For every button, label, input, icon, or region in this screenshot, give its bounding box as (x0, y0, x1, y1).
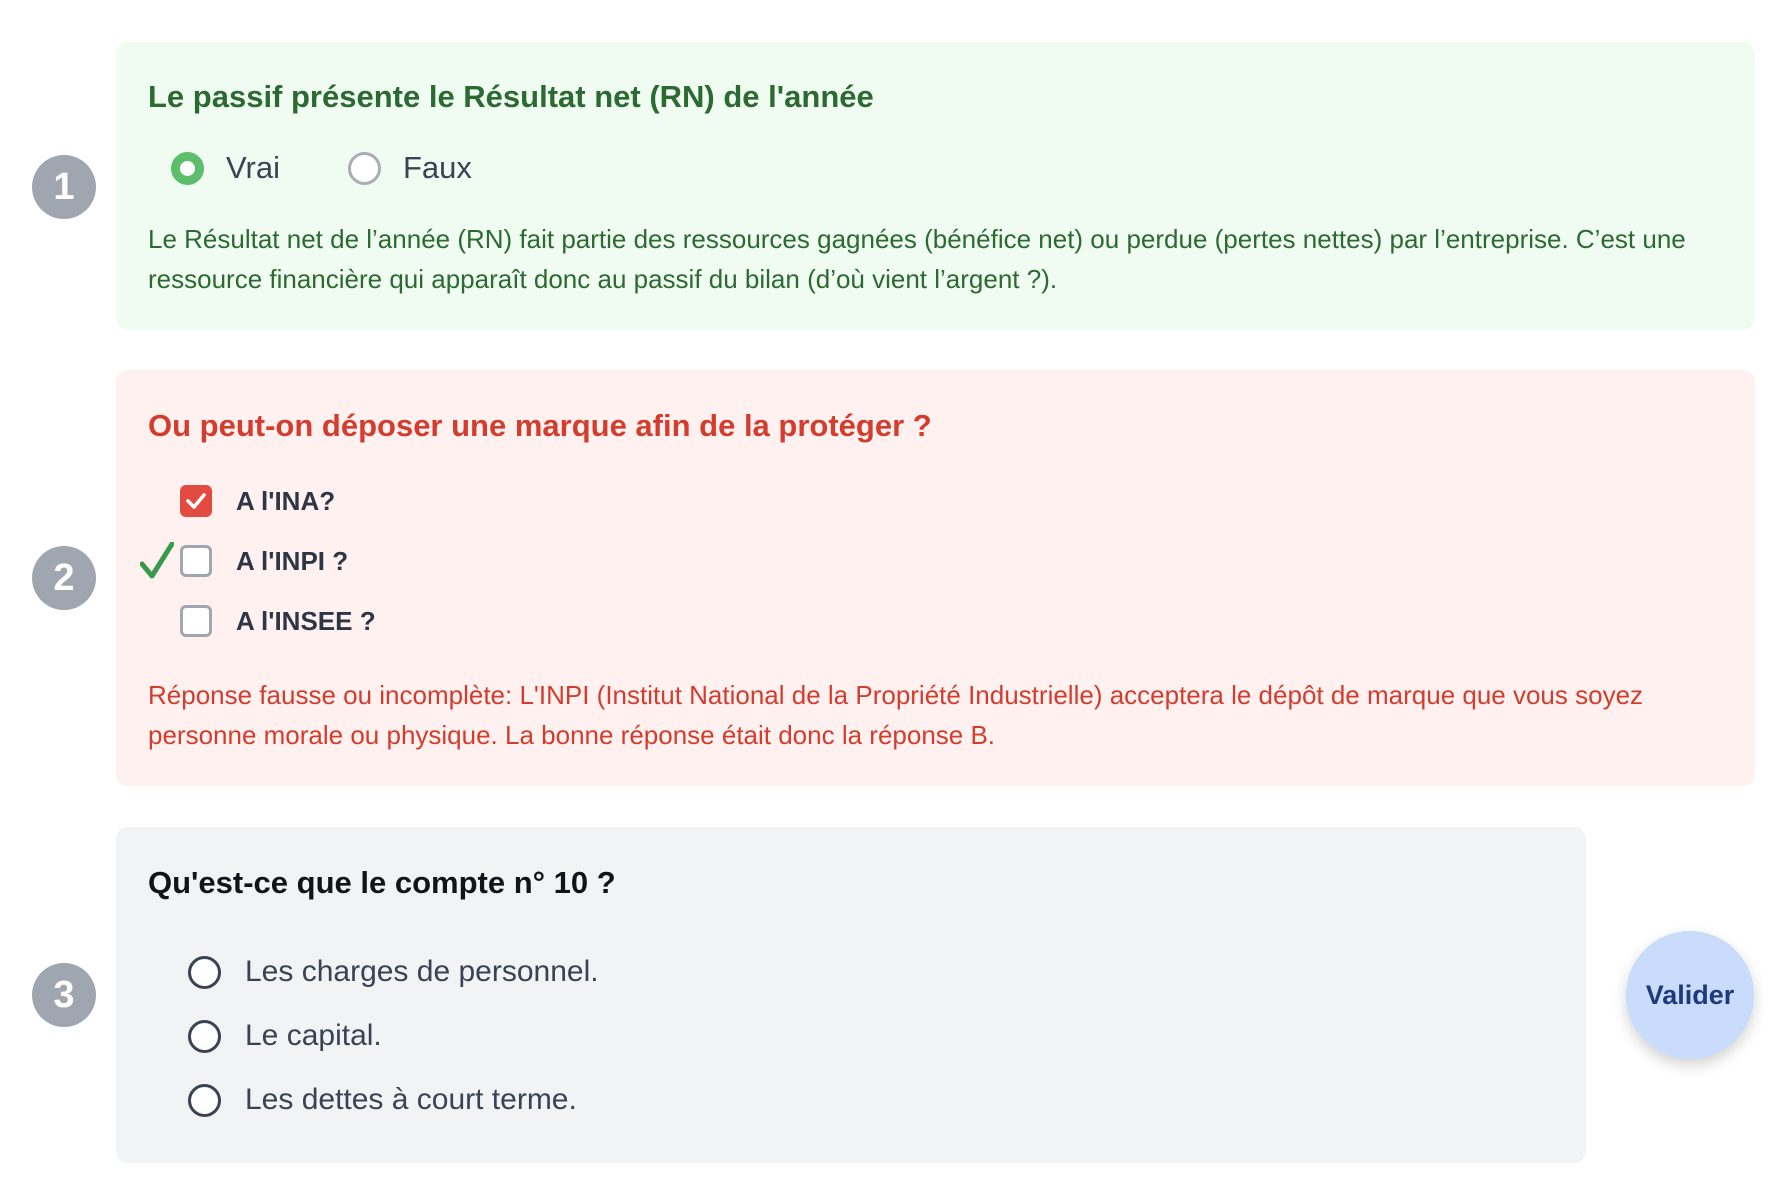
option-label: Les charges de personnel. (245, 955, 599, 988)
option-label: Les dettes à court terme. (245, 1083, 577, 1116)
radio-unselected-icon[interactable] (188, 1020, 221, 1053)
question-card-1 (116, 42, 1755, 330)
option-label: A l'INPI ? (236, 545, 349, 576)
option-dettes-court-terme[interactable] (188, 1080, 577, 1120)
question-number-badge: 2 (32, 546, 96, 610)
option-label: A l'INA? (236, 485, 336, 516)
option-label: A l'INSEE ? (236, 605, 376, 636)
answer-explanation: Réponse fausse ou incomplète: L'INPI (Institut National de la Propriété Industrielle) acceptera le dépôt de marque que vous soyez personne morale ou physique. La bonne réponse était donc la réponse B. (148, 680, 1644, 750)
checkbox-unchecked-icon[interactable] (180, 605, 212, 637)
question-number-badge: 1 (32, 155, 96, 219)
checkbox-checked-icon[interactable] (180, 485, 212, 517)
question-number-badge: 3 (32, 963, 96, 1027)
option-label: Faux (403, 150, 472, 185)
question-card-2 (116, 370, 1755, 786)
option-ina[interactable] (180, 484, 335, 518)
radio-unselected-icon[interactable] (188, 956, 221, 989)
validate-button[interactable]: Valider (1626, 931, 1754, 1059)
option-insee[interactable] (180, 604, 376, 638)
radio-unselected-icon[interactable] (188, 1084, 221, 1117)
checkbox-unchecked-icon[interactable] (180, 545, 212, 577)
option-vrai[interactable] (171, 148, 280, 188)
answer-explanation: Le Résultat net de l’année (RN) fait partie des ressources gagnées (bénéfice net) ou perdue (pertes nettes) par l’entreprise. C’est une ressource financière qui apparaît donc au passif du bilan (d’où vient l’argent ?). (148, 224, 1686, 294)
correct-answer-check-icon (140, 542, 174, 582)
option-charges-personnel[interactable] (188, 952, 599, 992)
option-capital[interactable] (188, 1016, 382, 1056)
question-card-3 (116, 827, 1586, 1163)
radio-selected-icon[interactable] (171, 152, 204, 185)
question-title: Ou peut-on déposer une marque afin de la protéger ? (148, 408, 932, 443)
option-faux[interactable] (348, 148, 472, 188)
option-label: Le capital. (245, 1019, 382, 1052)
option-label: Vrai (226, 150, 280, 185)
option-inpi[interactable] (180, 544, 348, 578)
question-title: Le passif présente le Résultat net (RN) de l'année (148, 79, 874, 114)
radio-unselected-icon[interactable] (348, 152, 381, 185)
question-title: Qu'est-ce que le compte n° 10 ? (148, 865, 616, 900)
